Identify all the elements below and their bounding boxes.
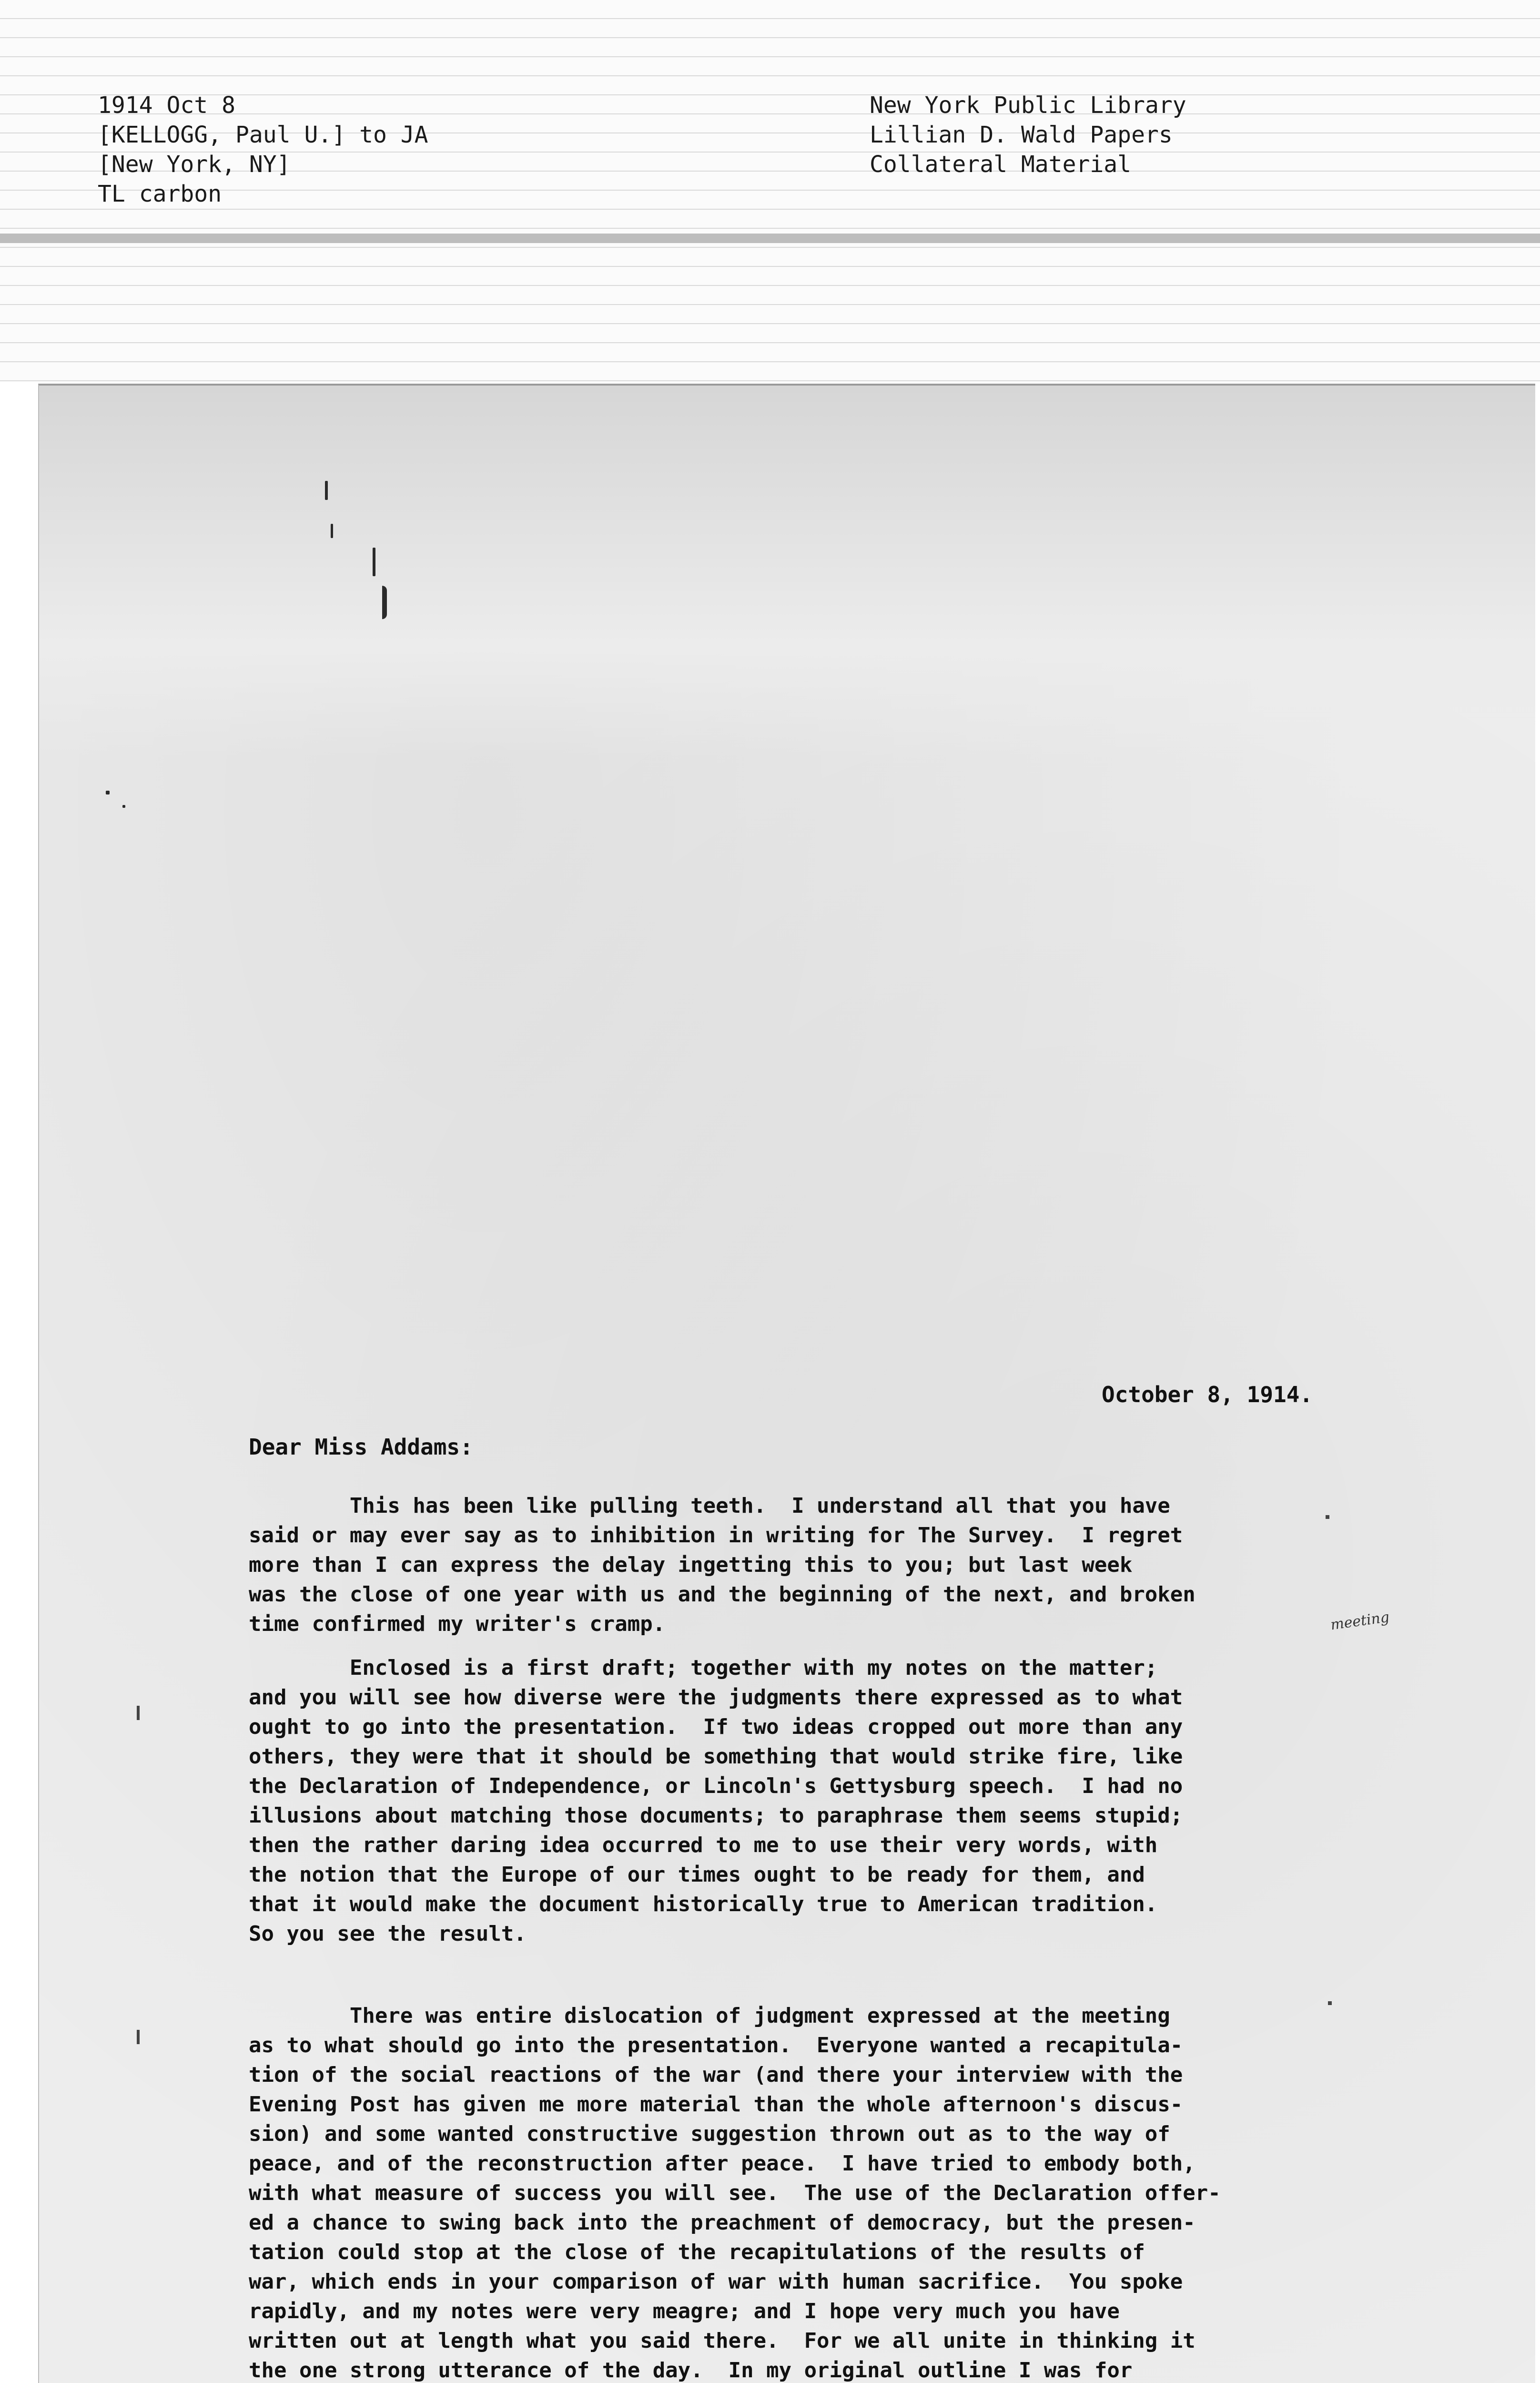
ink-speck bbox=[325, 481, 328, 500]
margin-mark bbox=[137, 2030, 140, 2044]
ink-speck bbox=[122, 805, 125, 808]
text-line: and you will see how diverse were the judgments there expressed as to what bbox=[249, 1685, 1183, 1710]
margin-mark bbox=[137, 1706, 140, 1720]
citation-format: TL carbon bbox=[98, 181, 222, 207]
text-line: rapidly, and my notes were very meagre; and I hope very much you have bbox=[249, 2299, 1120, 2323]
text-line: the Declaration of Independence, or Lincoln's Gettysburg speech. I had no bbox=[249, 1774, 1183, 1798]
text-line: peace, and of the reconstruction after peace. I have tried to embody both, bbox=[249, 2151, 1196, 2176]
text-line: tation could stop at the close of the recapitulations of the results of bbox=[249, 2240, 1145, 2264]
paragraph bbox=[249, 2001, 1326, 2383]
citation-date: 1914 Oct 8 bbox=[98, 92, 235, 119]
text-line: Evening Post has given me more material than the whole afternoon's discus- bbox=[249, 2092, 1183, 2117]
text-line: that it would make the document historically true to American tradition. bbox=[249, 1892, 1158, 1916]
ink-speck bbox=[382, 586, 387, 619]
margin-mark bbox=[1328, 2001, 1332, 2005]
text-line: tion of the social reactions of the war (and there your interview with the bbox=[249, 2063, 1183, 2087]
text-line: time confirmed my writer's cramp. bbox=[249, 1612, 666, 1636]
handwritten-insertion: meeting bbox=[1329, 1609, 1390, 1634]
text-line: illusions about matching those documents; to paraphrase them seems stupid; bbox=[249, 1803, 1183, 1828]
letter-salutation: Dear Miss Addams: bbox=[249, 1434, 473, 1460]
text-line: as to what should go into the presentation. Everyone wanted a recapitula- bbox=[249, 2033, 1183, 2057]
text-line: Enclosed is a first draft; together with my notes on the matter; bbox=[249, 1656, 1158, 1680]
slip-divider bbox=[0, 234, 1540, 243]
text-line: said or may ever say as to inhibition in writing for The Survey. I regret bbox=[249, 1523, 1183, 1548]
source-library: New York Public Library bbox=[870, 92, 1186, 119]
ink-speck bbox=[373, 548, 375, 576]
paragraph bbox=[249, 1653, 1326, 1949]
text-line: then the rather daring idea occurred to me to use their very words, with bbox=[249, 1833, 1158, 1857]
document-citation bbox=[98, 91, 428, 209]
source-collection: Lillian D. Wald Papers bbox=[870, 122, 1173, 148]
text-line: the one strong utterance of the day. In my original outline I was for bbox=[249, 2358, 1133, 2383]
paragraph bbox=[249, 1491, 1326, 1639]
ink-speck bbox=[331, 524, 333, 538]
text-line: the notion that the Europe of our times ought to be ready for them, and bbox=[249, 1863, 1145, 1887]
text-line: written out at length what you said there. For we all unite in thinking it bbox=[249, 2329, 1196, 2353]
letter-date: October 8, 1914. bbox=[1102, 1382, 1313, 1407]
sheet-shading bbox=[39, 386, 1535, 757]
citation-correspondents: [KELLOGG, Paul U.] to JA bbox=[98, 122, 428, 148]
text-line: others, they were that it should be something that would strike fire, like bbox=[249, 1744, 1183, 1769]
citation-place: [New York, NY] bbox=[98, 151, 291, 178]
carbon-copy-sheet bbox=[38, 384, 1535, 2383]
text-line: There was entire dislocation of judgment expressed at the meeting bbox=[249, 2004, 1170, 2028]
text-line: So you see the result. bbox=[249, 1922, 527, 1946]
archive-cover-slip bbox=[0, 0, 1540, 381]
text-line: This has been like pulling teeth. I understand all that you have bbox=[249, 1494, 1170, 1518]
archive-source bbox=[870, 91, 1186, 179]
text-line: was the close of one year with us and the beginning of the next, and broken bbox=[249, 1582, 1196, 1607]
text-line: ought to go into the presentation. If two ideas cropped out more than any bbox=[249, 1715, 1183, 1739]
ink-speck bbox=[106, 791, 110, 794]
source-series: Collateral Material bbox=[870, 151, 1132, 178]
margin-mark bbox=[1326, 1515, 1329, 1519]
text-line: war, which ends in your comparison of war with human sacrifice. You spoke bbox=[249, 2270, 1183, 2294]
text-line: more than I can express the delay ingetting this to you; but last week bbox=[249, 1553, 1133, 1577]
text-line: with what measure of success you will see. The use of the Declaration offer- bbox=[249, 2181, 1221, 2205]
text-line: ed a chance to swing back into the preachment of democracy, but the presen- bbox=[249, 2210, 1196, 2235]
text-line: sion) and some wanted constructive suggestion thrown out as to the way of bbox=[249, 2122, 1170, 2146]
